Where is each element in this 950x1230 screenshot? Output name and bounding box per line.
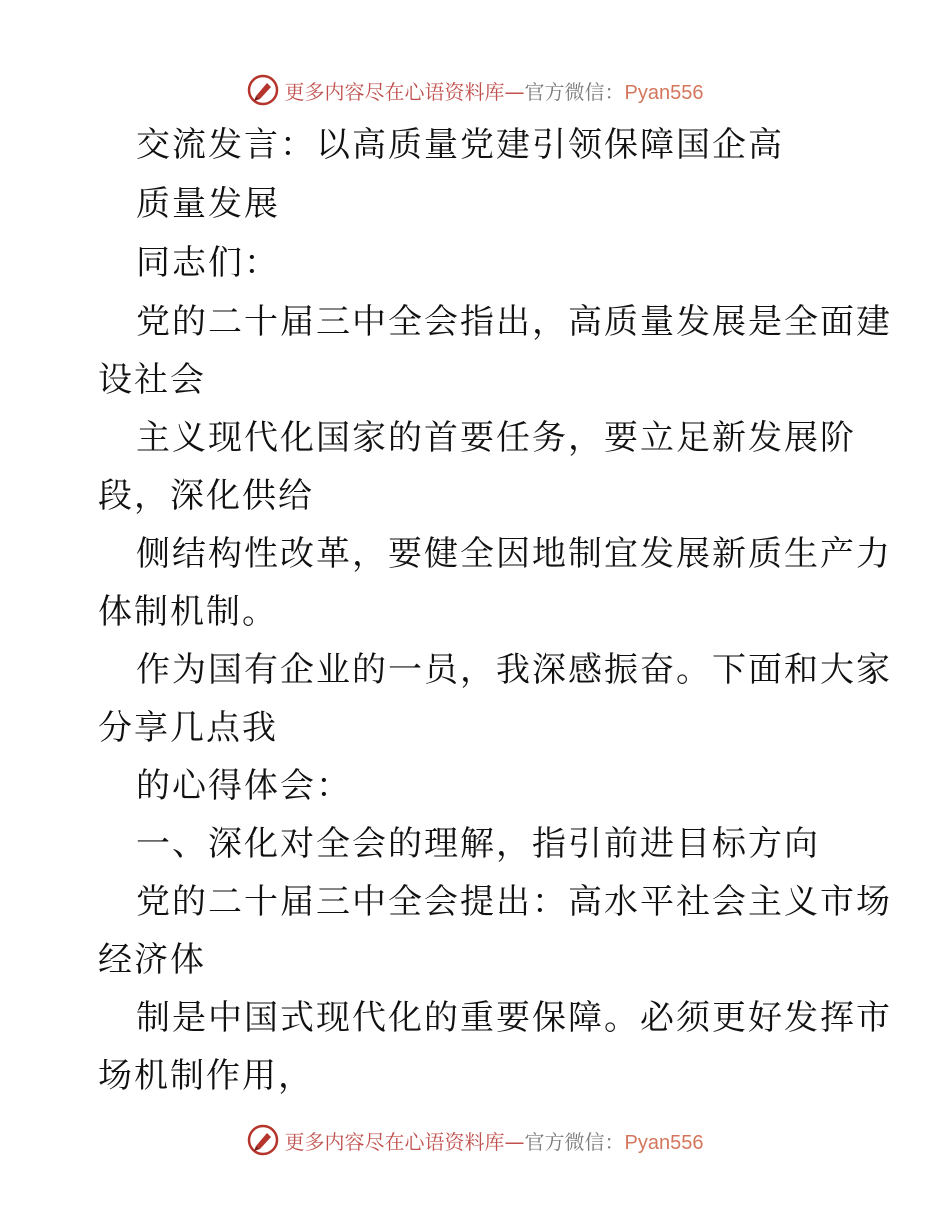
- body-line-1: 党的二十届三中全会指出，高质量发展是全面建: [136, 302, 892, 342]
- body-line-5: 侧结构性改革，要健全因地制宜发展新质生产力: [136, 534, 892, 574]
- watermark-text: [285, 76, 704, 105]
- watermark-main: 更多内容尽在心语资料库: [284, 1129, 505, 1154]
- watermark-wechat: 官方微信：: [524, 79, 625, 104]
- header-watermark: [0, 70, 950, 110]
- salutation: 同志们：: [136, 243, 280, 283]
- watermark-id: Pyan556: [624, 81, 704, 104]
- watermark-id: Pyan556: [624, 1131, 704, 1154]
- pen-logo-icon: [247, 1124, 279, 1156]
- watermark-main: 更多内容尽在心语资料库: [284, 79, 505, 104]
- section-heading-1: 一、深化对全会的理解，指引前进目标方向: [136, 824, 820, 864]
- body-line-13: 场机制作用，: [98, 1056, 314, 1096]
- watermark-wechat: 官方微信：: [524, 1129, 625, 1154]
- body-line-12: 制是中国式现代化的重要保障。必须更好发挥市: [136, 998, 892, 1038]
- body-line-2: 设社会: [98, 360, 206, 400]
- body-line-4: 段，深化供给: [98, 476, 314, 516]
- body-line-6: 体制机制。: [98, 592, 278, 632]
- doc-title-line-2: 质量发展: [136, 184, 280, 224]
- body-line-11: 经济体: [98, 940, 206, 980]
- footer-watermark: [0, 1120, 950, 1160]
- body-line-10: 党的二十届三中全会提出：高水平社会主义市场: [136, 882, 892, 922]
- body-line-8: 分享几点我: [98, 708, 278, 748]
- body-line-9: 的心得体会：: [136, 766, 352, 806]
- watermark-text: [285, 1126, 704, 1155]
- doc-title-line-1: 交流发言：以高质量党建引领保障国企高: [136, 125, 784, 165]
- body-line-7: 作为国有企业的一员，我深感振奋。下面和大家: [136, 650, 892, 690]
- pen-logo-icon: [247, 74, 279, 106]
- body-line-3: 主义现代化国家的首要任务，要立足新发展阶: [136, 418, 856, 458]
- watermark-dash: —: [504, 1129, 525, 1154]
- watermark-dash: —: [504, 79, 525, 104]
